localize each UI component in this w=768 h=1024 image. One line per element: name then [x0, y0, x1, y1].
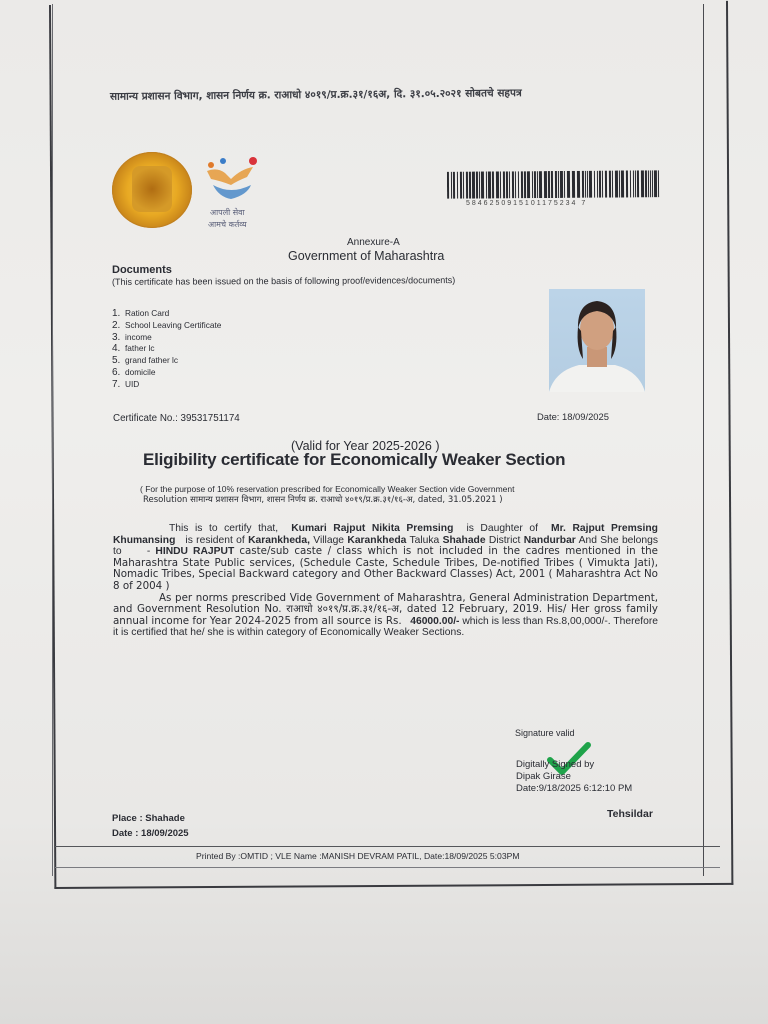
certificate-number: Certificate No.: 39531751174	[113, 413, 240, 424]
divider	[55, 867, 720, 868]
documents-list	[112, 308, 221, 391]
printed-by-footer: Printed By :OMTID ; VLE Name :MANISH DEVRAM PATIL, Date:18/09/2025 5:03PM	[196, 851, 520, 861]
header-resolution-line: सामान्य प्रशासन विभाग, शासन निर्णय क्र. राआधो ४०१९/प्र.क्र.३१/१६अ, दि. ३१.०५.२०२१ सोबतचे सहपत्र	[109, 87, 522, 103]
signature-valid-label: Signature valid	[515, 728, 575, 738]
annexure-label: Annexure-A	[347, 237, 400, 248]
footer-date-field: Date : 18/09/2025	[112, 828, 189, 839]
list-item: 4. father lc	[112, 343, 155, 355]
list-item: 1. Ration Card	[112, 308, 170, 319]
list-item: 6. domicile	[112, 366, 156, 378]
digital-signature-date: Date:9/18/2025 6:12:10 PM	[516, 783, 633, 794]
list-item: 5. grand father lc	[112, 355, 179, 367]
body-paragraph-1: This is to certify that, Kumari Rajput Nikita Premsing is Daughter of Mr. Rajput Premsing Khumansing is resident of Karankheda, Village Karankheda Taluka Shahade District Nandurbar And She belongs to - HINDU RAJPUT caste/sub caste / class which is not included in the cadres mentioned in the Maharashtra State Public services, (Schedule Caste, Schedule Tribes, De-notified Tribes ( Vimukta Jati), Nomadic Tribes, Special Backward category and Other Backward Classes) Act, 2001 ( Maharashtra Act No 8 of 2004 )	[113, 523, 659, 592]
documents-heading: Documents	[112, 264, 172, 276]
maharashtra-seal-emblem	[112, 152, 192, 228]
government-name: Government of Maharashtra	[288, 249, 445, 263]
barcode	[447, 170, 661, 198]
divider	[55, 846, 720, 847]
logo-text-line2: आमचे कर्तव्य	[208, 220, 247, 229]
certificate-title: Eligibility certificate for Economically Weaker Section	[143, 450, 566, 469]
purpose-line-1: ( For the purpose of 10% reservation prescribed for Economically Weaker Section vide Government	[140, 484, 515, 494]
documents-note: (This certificate has been issued on the basis of following proof/evidences/documents)	[111, 275, 456, 287]
body-paragraph-2: As per norms prescribed Vide Government of Maharashtra, General Administration Department, and Government Resolution No. राआधो ४०१९/प्र.क्र.३१/१६-अ, dated 12 February, 2019. His/ Her gross family annual income for Year 2024-2025 from all source is Rs. 46000.00/- which is less than Rs.8,00,000/-. Therefore it is certified that he/ she is within category of Economically Weaker Sections.	[113, 591, 658, 639]
validity-period: (Valid for Year 2025-2026 )	[291, 439, 440, 453]
issue-date: Date: 18/09/2025	[537, 411, 609, 422]
digital-signature-signer: Dipak Girase	[516, 771, 571, 782]
certificate-body	[113, 523, 658, 639]
list-item: 3. income	[112, 331, 152, 343]
list-item: 7. UID	[112, 378, 140, 390]
tehsildar-designation: Tehsildar	[607, 808, 653, 820]
barcode-number: 5846250915101175234 7	[466, 200, 588, 207]
digital-signature-line-1: Digitally Signed by	[516, 759, 595, 770]
logo-text-line1: आपली सेवा	[210, 208, 245, 217]
list-item: 2. School Leaving Certificate	[112, 319, 222, 331]
purpose-line-2: Resolution सामान्य प्रशासन विभाग, शासन निर्णय क्र. राआधो ४०१९/प्र.क्र.३१/१६-अ, dated, 31.05.2021 )	[143, 495, 503, 505]
place-field: Place : Shahade	[112, 813, 185, 824]
applicant-photo	[549, 289, 645, 392]
